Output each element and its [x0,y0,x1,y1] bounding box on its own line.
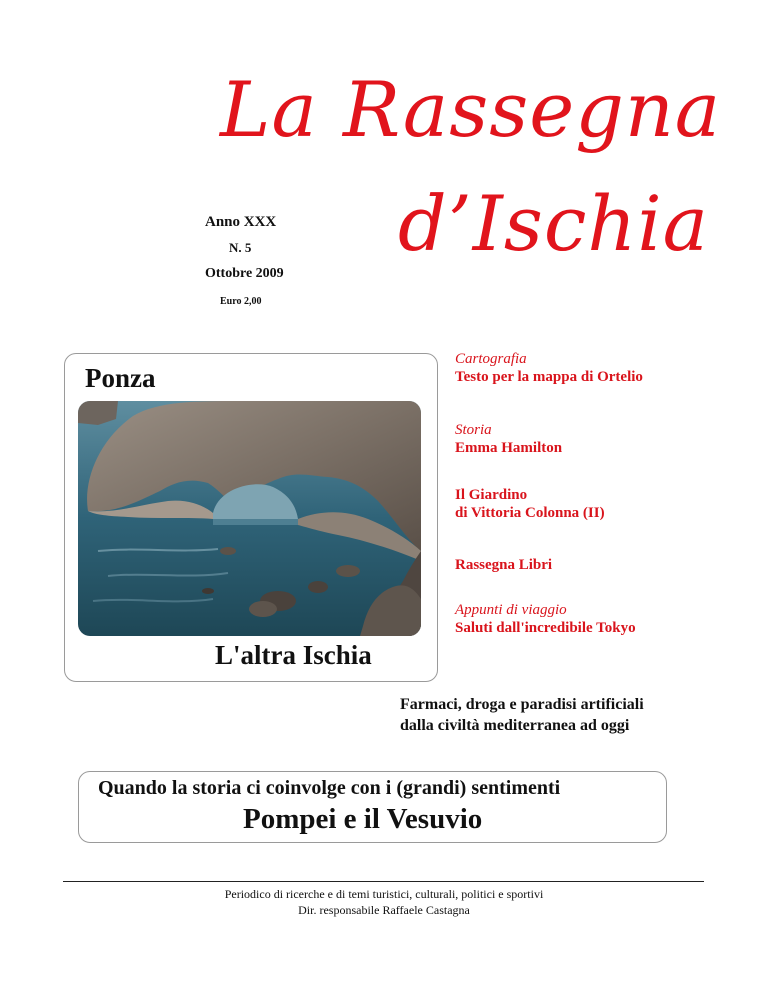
issue-number: N. 5 [229,240,252,255]
issue-date: Ottobre 2009 [205,266,284,281]
masthead-title: La Rassegna [220,65,722,154]
contents-item [455,350,643,386]
cover-photo-sea-arch [78,401,421,636]
footer-director: Dir. responsabile Raffaele Castagna [298,903,470,917]
contents-category: Appunti di viaggio [455,602,567,618]
contents-category: Cartografia [455,351,527,367]
pompei-subtitle: Quando la storia ci coinvolge con i (grandi) sentimenti [98,777,561,799]
contents-title: Testo per la mappa di Ortelio [455,369,643,385]
contents-category: Storia [455,422,492,438]
contents-item [455,421,562,457]
feature-headline [400,694,644,736]
contents-title: Il Giardino [455,487,528,503]
contents-item [455,486,605,522]
masthead-subtitle: d’Ischia [398,179,709,268]
cover-story-title: Ponza [85,363,156,393]
footer-divider [63,881,704,882]
cover-story-subtitle: L'altra Ischia [215,640,372,670]
issue-year: Anno XXX [205,214,277,230]
footer-description: Periodico di ricerche e di temi turistici, culturali, politici e sportivi [224,887,544,901]
contents-title-continued: di Vittoria Colonna (II) [455,505,605,521]
contents-title: Rassegna Libri [455,557,553,573]
issue-price: Euro 2,00 [220,296,262,307]
feature-line: dalla civiltà mediterranea ad oggi [400,717,630,734]
contents-title: Saluti dall'incredibile Tokyo [455,620,636,636]
pompei-title: Pompei e il Vesuvio [243,803,483,835]
contents-item [455,556,552,574]
contents-title: Emma Hamilton [455,440,563,456]
feature-line: Farmaci, droga e paradisi artificiali [400,696,644,713]
contents-item [455,601,636,637]
